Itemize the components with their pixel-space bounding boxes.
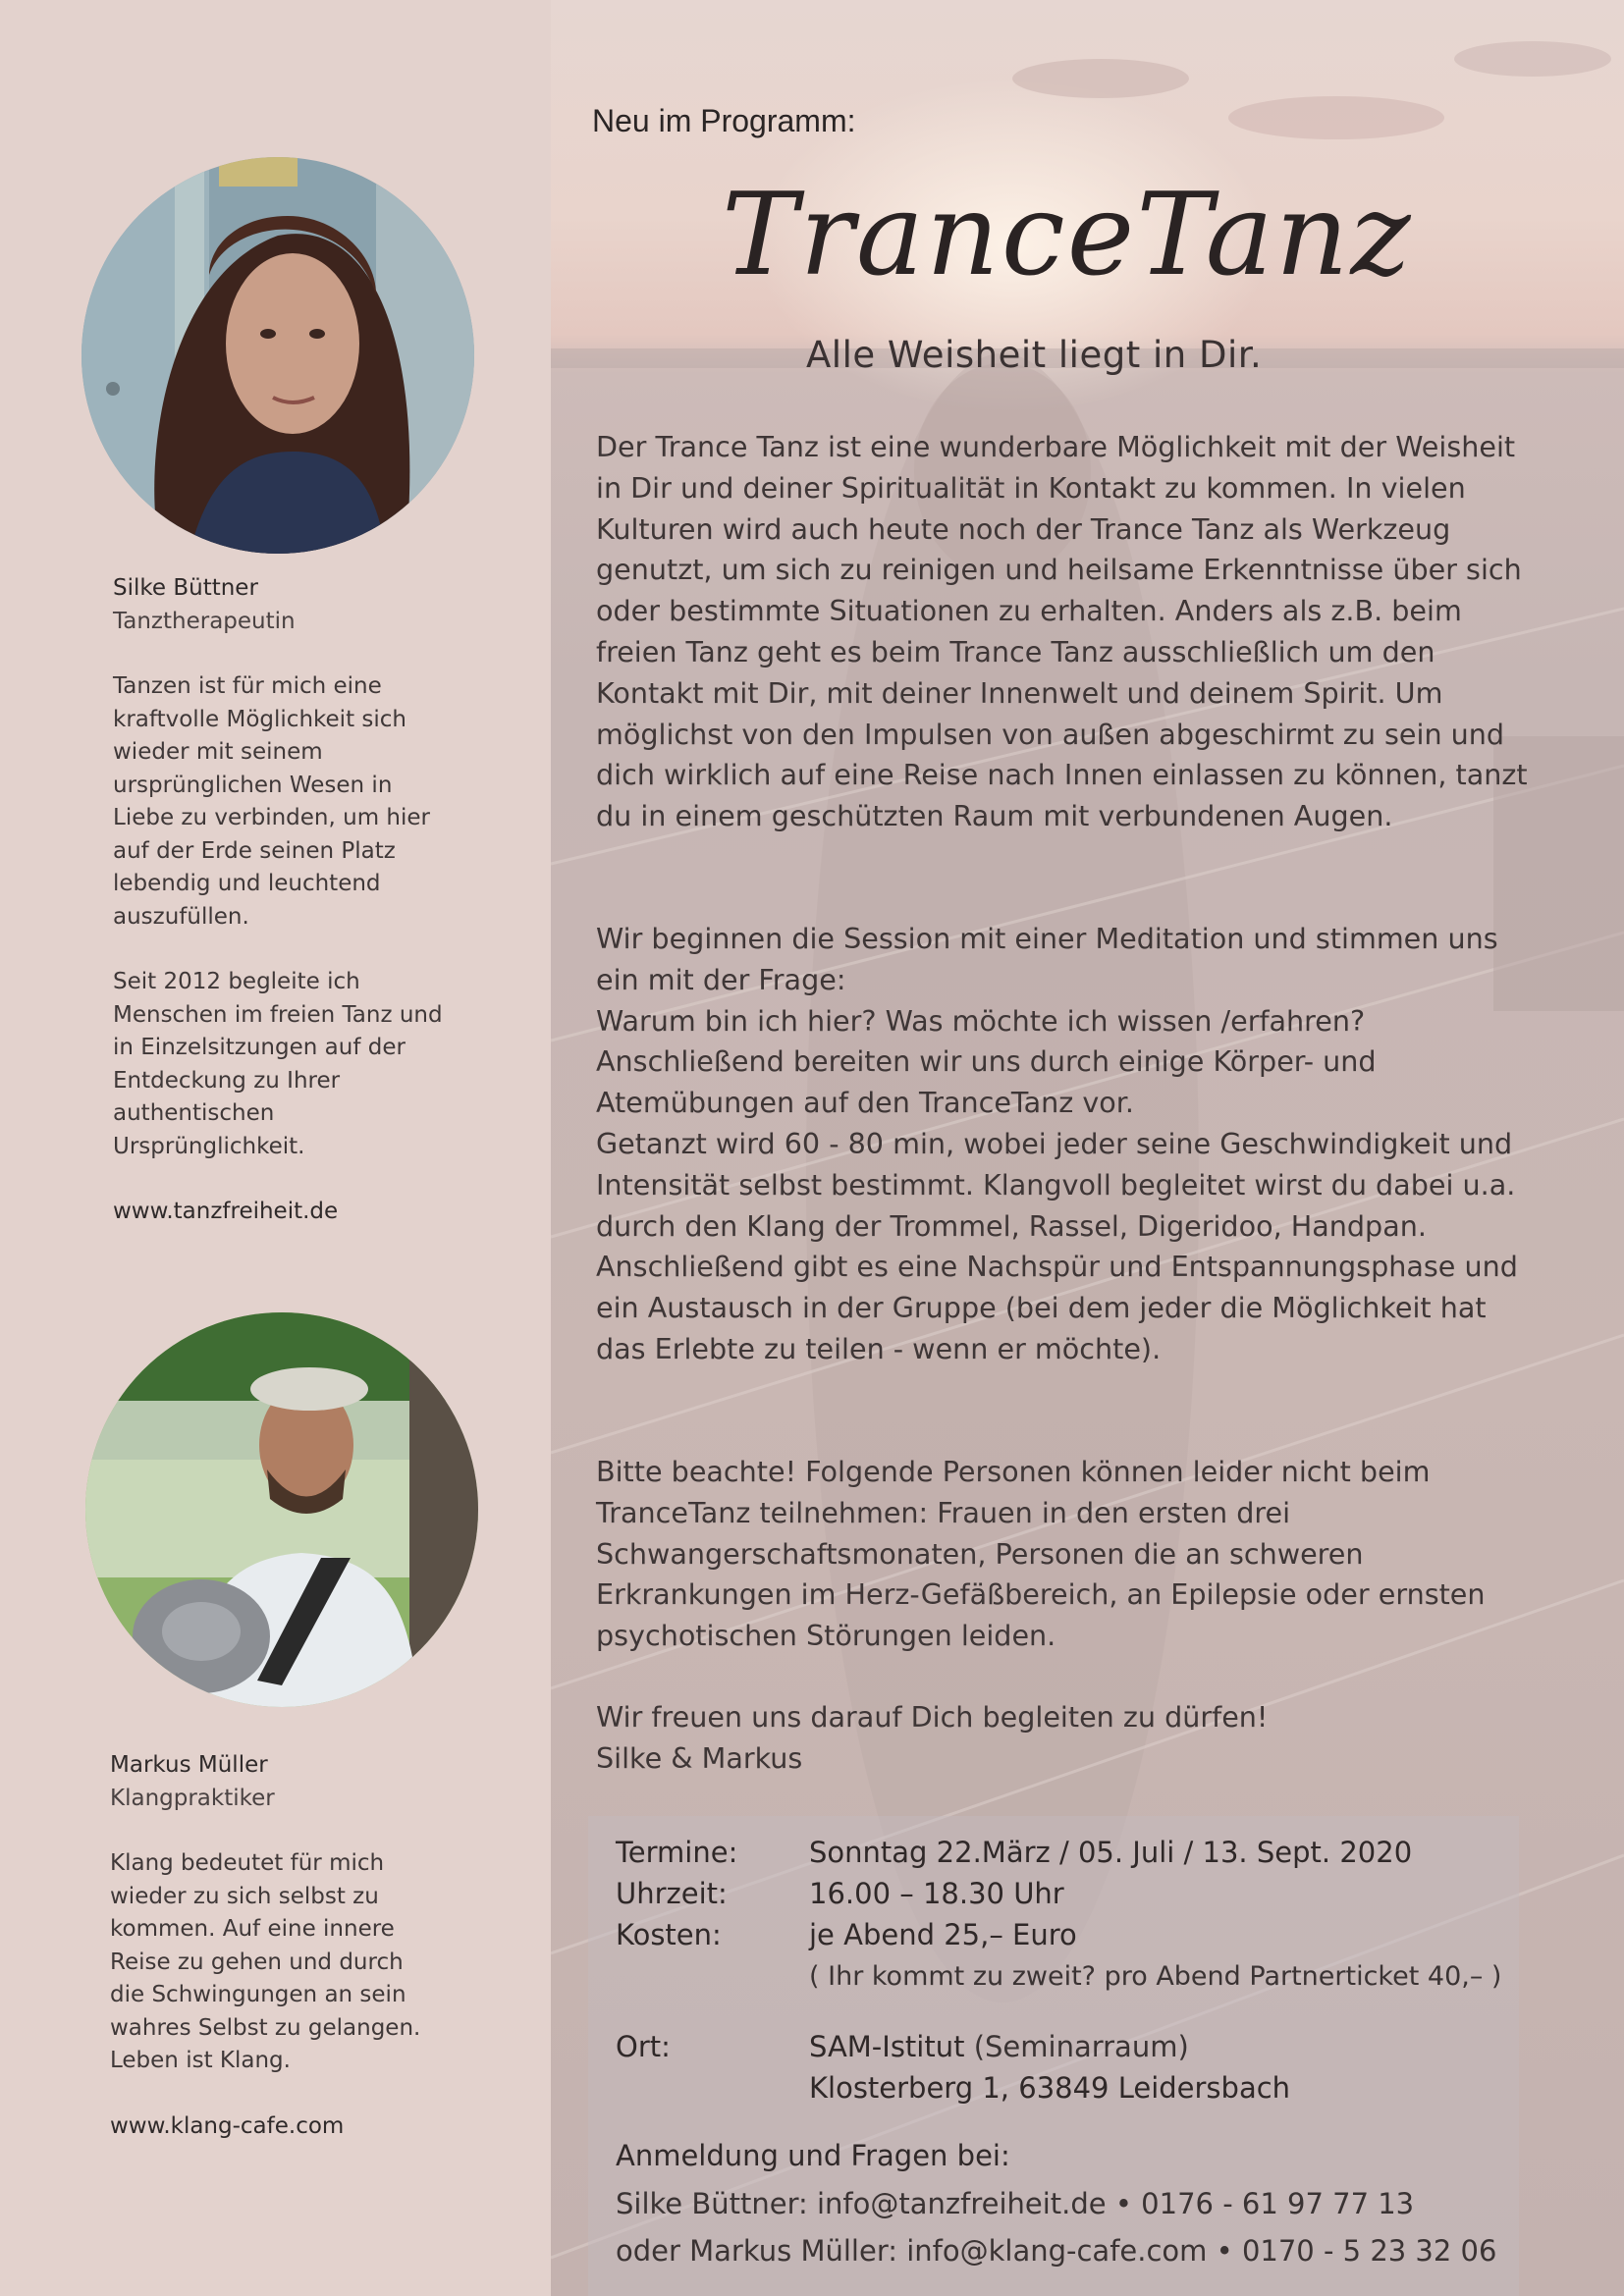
paragraph: Warum bin ich hier? Was möchte ich wissen /erfahren? [596,1003,1366,1038]
info-value: Sonntag 22.März / 05. Juli / 13. Sept. 2020 [809,1836,1413,1869]
person-role: Klangpraktiker [110,1785,275,1811]
portrait-silke [81,157,474,554]
website-link[interactable]: www.klang-cafe.com [110,2112,345,2139]
session-paragraph [596,919,1539,1370]
bio-paragraph: Klang bedeutet für mich wieder zu sich selbst zu kommen. Auf eine innere Reise zu gehen und durch die Schwingungen an sein wahres Selbst zu gelangen. Leben ist Klang. [110,1850,421,2073]
info-note: ( Ihr kommt zu zweit? pro Abend Partnerticket 40,– ) [809,1961,1502,1992]
bio-silke [113,572,447,1229]
main-panel [551,0,1624,2296]
contact-silke[interactable]: Silke Büttner: info@tanzfreiheit.de • 0176 - 61 97 77 13 [616,2187,1415,2220]
bio-paragraph: Tanzen ist für mich eine kraftvolle Möglichkeit sich wieder mit seinem ursprünglichen Wesen in Liebe zu verbinden, um hier auf der Erde seinen Platz lebendig und leuchtend auszufüllen. [113,673,430,930]
paragraph: Anschließend bereiten wir uns durch einige Körper- und Atemübungen auf den TranceTanz vor. [596,1044,1377,1120]
website-link[interactable]: www.tanzfreiheit.de [113,1199,339,1224]
contact-heading: Anmeldung und Fragen bei: [616,2139,1010,2172]
paragraph: Wir freuen uns darauf Dich begleiten zu dürfen! [596,1700,1269,1734]
info-value: je Abend 25,– Euro [809,1918,1077,1951]
info-label: Ort: [616,2030,671,2063]
person-name: Silke Büttner [113,575,258,601]
info-label: Kosten: [616,1918,722,1951]
warning-paragraph [596,1452,1539,1657]
person-role: Tanztherapeutin [113,608,296,634]
paragraph: Wir beginnen die Session mit einer Meditation und stimmen uns ein mit der Frage: [596,922,1498,996]
info-value: 16.00 – 18.30 Uhr [809,1877,1064,1910]
info-value: SAM-Istitut [809,2030,965,2063]
person-name: Markus Müller [110,1752,268,1778]
description-paragraph [596,427,1539,837]
info-value: Klosterberg 1, 63849 Leidersbach [809,2071,1291,2105]
portrait-markus [85,1312,478,1707]
contact-markus[interactable]: oder Markus Müller: info@klang-cafe.com • 0170 - 5 23 32 06 [616,2234,1497,2268]
paragraph: Getanzt wird 60 - 80 min, wobei jeder seine Geschwindigkeit und Intensität selbst bestimmt. Klangvoll begleitet wirst du dabei u.a. durch den Klang der Trommel, Rassel, Digeridoo, Handpan. Anschließend gibt es eine Nachspür und Entspannungsphase und ein Austausch in der Gruppe (bei dem jeder die Möglichkeit hat das Erlebte zu teilen - wenn er möchte). [596,1126,1518,1365]
sidebar [0,0,551,2296]
subtitle: Alle Weisheit liegt in Dir. [806,334,1263,376]
paragraph: Bitte beachte! Folgende Personen können leider nicht beim TranceTanz teilnehmen: Frauen in den ersten drei Schwangerschaftsmonaten, Personen die an schweren Erkrankungen im Herz-Gefäßbereich, an Epilepsie oder ernsten psychotischen Störungen leiden. [596,1455,1486,1653]
bio-paragraph: Seit 2012 begleite ich Menschen im freien Tanz und in Einzelsitzungen auf der Entdeckung zu Ihrer authentischen Ursprünglichkeit. [113,969,443,1159]
info-label: Uhrzeit: [616,1877,728,1910]
info-label: Termine: [616,1836,738,1869]
page-title: TranceTanz [722,169,1413,301]
event-info-box [588,1816,1519,2296]
signature: Silke & Markus [596,1740,803,1775]
bio-markus [110,1749,444,2143]
intro-label: Neu im Programm: [592,103,856,138]
info-note: (Seminarraum) [973,2030,1189,2063]
closing-paragraph [596,1697,1539,1780]
paragraph: Der Trance Tanz ist eine wunderbare Möglichkeit mit der Weisheit in Dir und deiner Spiritualität in Kontakt zu kommen. In vielen Kulturen wird auch heute noch der Trance Tanz als Werkzeug genutzt, um sich zu reinigen und heilsame Erkenntnisse über sich oder bestimmte Situationen zu erhalten. Anders als z.B. beim freien Tanz geht es beim Trance Tanz ausschließlich um den Kontakt mit Dir, mit deiner Innenwelt und deinem Spirit. Um möglichst von den Impulsen von außen abgeschirmt zu sein und dich wirklich auf eine Reise nach Innen einlassen zu können, tanzt du in einem geschützten Raum mit verbundenen Augen. [596,430,1528,833]
